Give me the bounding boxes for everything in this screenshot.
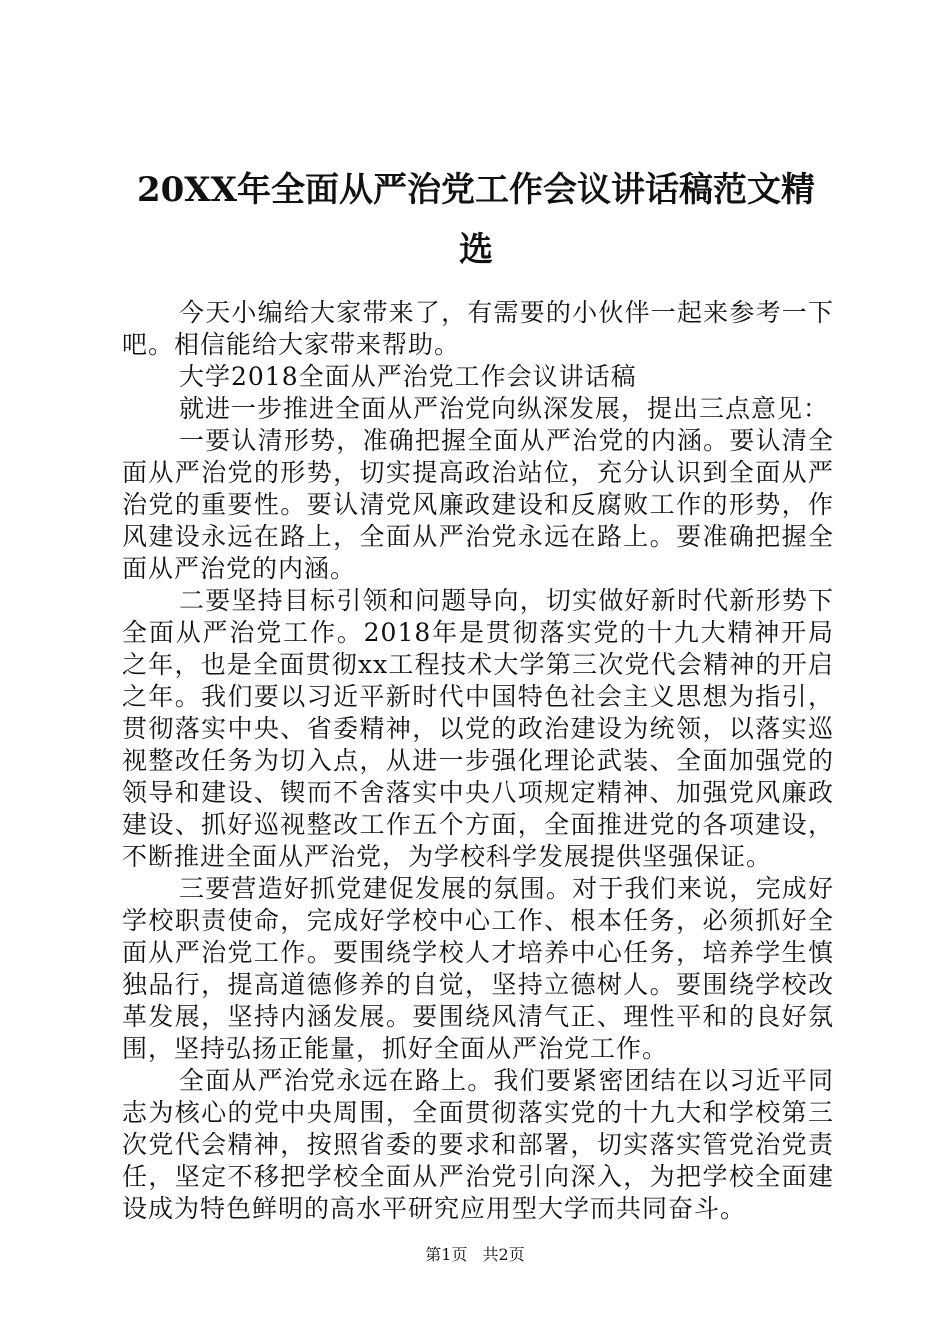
paragraph-point-one: 一要认清形势，准确把握全面从严治党的内涵。要认清全面从严治党的形势，切实提高政治站位，充分认识到全面从严治党的重要性。要认清党风廉政建设和反腐败工作的形势，作风建设永远在路上，全面从严治党永远在路上。要准确把握全面从严治党的内涵。 — [122, 426, 834, 583]
paragraph-subtitle: 大学2018全面从严治党工作会议讲话稿 — [179, 362, 637, 391]
paragraph-intro: 今天小编给大家带来了，有需要的小伙伴一起来参考一下吧。相信能给大家带来帮助。 — [122, 298, 834, 359]
paragraph-point-three: 三要营造好抓党建促发展的氛围。对于我们来说，完成好学校职责使命，完成好学校中心工作、根本任务，必须抓好全面从严治党工作。要围绕学校人才培养中心任务，培养学生慎独品行，提高道德修养的自觉，坚持立德树人。要围绕学校改革发展，坚持内涵发展。要围绕风清气正、理性平和的良好氛围，坚持弘扬正能量，抓好全面从严治党工作。 — [122, 874, 834, 1063]
paragraph-point-two: 二要坚持目标引领和问题导向，切实做好新时代新形势下全面从严治党工作。2018年是贯彻落实党的十九大精神开局之年，也是全面贯彻xx工程技术大学第三次党代会精神的开启之年。我们要以习近平新时代中国特色社会主义思想为指引，贯彻落实中央、省委精神，以党的政治建设为统领，以落实巡视整改任务为切入点，从进一步强化理论武装、全面加强党的领导和建设、锲而不舍落实中央八项规定精神、加强党风廉政建设、抓好巡视整改工作五个方面，全面推进党的各项建设，不断推进全面从严治党，为学校科学发展提供坚强保证。 — [122, 586, 834, 871]
paragraph-conclusion: 全面从严治党永远在路上。我们要紧密团结在以习近平同志为核心的党中央周围，全面贯彻落实党的十九大和学校第三次党代会精神，按照省委的要求和部署，切实落实管党治党责任，坚定不移把学校全面从严治党引向深入，为把学校全面建设成为特色鲜明的高水平研究应用型大学而共同奋斗。 — [122, 1066, 834, 1223]
page-number: 第1页 — [425, 1245, 468, 1264]
document-body — [122, 297, 834, 1225]
page-footer — [0, 1244, 950, 1266]
paragraph-lead: 就进一步推进全面从严治党向纵深发展，提出三点意见： — [179, 394, 830, 423]
page-total: 共2页 — [482, 1245, 525, 1264]
document-title: 20XX年全面从严治党工作会议讲话稿范文精选 — [136, 170, 816, 270]
